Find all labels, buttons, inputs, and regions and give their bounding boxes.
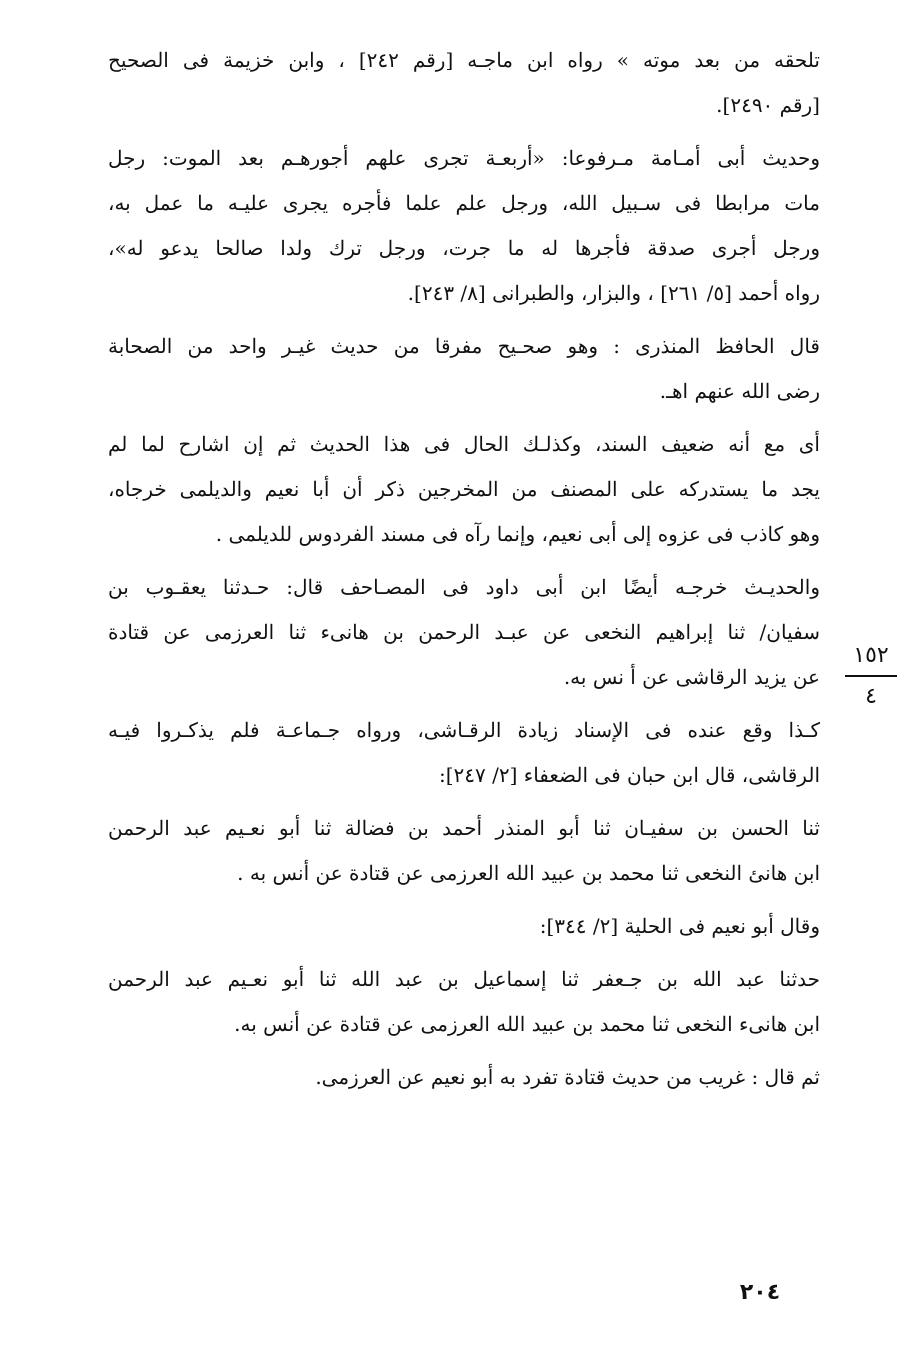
paragraph xyxy=(108,904,820,949)
text-line: رضى الله عنهم اهـ. xyxy=(659,379,820,403)
paragraph xyxy=(108,708,820,798)
paragraph xyxy=(108,806,820,896)
text-line: ابن هانىء النخعى ثنا محمد بن عبيد الله العرزمى عن قتادة عن أنس به. xyxy=(234,1012,820,1036)
paragraph xyxy=(108,957,820,1047)
text-line: ثم قال : غريب من حديث قتادة تفرد به أبو نعيم عن العرزمى. xyxy=(315,1065,820,1089)
text-line: [رقم ٢٤٩٠]. xyxy=(716,93,820,117)
paragraph xyxy=(108,422,820,557)
text-line: عن يزيد الرقاشى عن أ نس به. xyxy=(563,665,820,689)
margin-reference-rule xyxy=(845,675,897,677)
text-line: رواه أحمد [٥/ ٢٦١] ، والبزار، والطبرانى [٨/ ٢٤٣]. xyxy=(407,281,820,305)
page-body xyxy=(108,38,820,1108)
text-line: والحديـث خرجـه أيضًا ابن أبى داود فى المصـاحف قال: حـدثنا يعقـوب بن xyxy=(108,575,820,599)
page-number: ٢٠٤ xyxy=(739,1280,781,1305)
text-line: قال الحافظ المنذرى : وهو صحـيح مفرقا من حديث غيـر واحد من الصحابة xyxy=(108,334,820,358)
text-line: سفيان/ ثنا إبراهيم النخعى عن عبـد الرحمن بن هانىء ثنا العرزمى عن قتادة xyxy=(108,620,820,644)
text-line: تلحقه من بعد موته » رواه ابن ماجـه [رقم ٢٤٢] ، وابن خزيمة فى الصحيح xyxy=(108,48,820,72)
text-line: ثنا الحسن بن سفيـان ثنا أبو المنذر أحمد بن فضالة ثنا أبو نعـيم عبد الرحمن xyxy=(108,816,820,840)
paragraph xyxy=(108,565,820,700)
text-line: ابن هانئ النخعى ثنا محمد بن عبيد الله العرزمى عن قتادة عن أنس به . xyxy=(237,861,820,885)
text-line: ورجل أجرى صدقة فأجرها له ما جرت، ورجل ترك ولدا صالحا يدعو له»، xyxy=(108,236,820,260)
margin-reference-top: ١٥٢ xyxy=(853,643,889,668)
text-line: مات مرابطا فى سـبيل الله، ورجل علم علما فأجره يجرى عليـه ما عمل به، xyxy=(108,191,820,215)
text-line: كـذا وقع عنده فى الإسناد زيادة الرقـاشى، ورواه جـماعـة فلم يذكـروا فيـه xyxy=(108,718,820,742)
margin-reference-bottom: ٤ xyxy=(865,684,877,709)
paragraph xyxy=(108,324,820,414)
text-line: أى مع أنه ضعيف السند، وكذلـك الحال فى هذا الحديث ثم إن اشارح لما لم xyxy=(108,432,820,456)
text-line: وهو كاذب فى عزوه إلى أبى نعيم، وإنما رآه فى مسند الفردوس للديلمى . xyxy=(215,522,820,546)
text-line: وحديث أبى أمـامة مـرفوعا: «أربعـة تجرى علهم أجورهـم بعد الموت: رجل xyxy=(108,146,820,170)
text-line: وقال أبو نعيم فى الحلية [٢/ ٣٤٤]: xyxy=(539,914,820,938)
text-line: يجد ما يستدركه على المصنف من المخرجين ذكر أن أبا نعيم والديلمى خرجاه، xyxy=(108,477,820,501)
paragraph xyxy=(108,136,820,316)
text-line: الرقاشى، قال ابن حبان فى الضعفاء [٢/ ٢٤٧]: xyxy=(438,763,820,787)
paragraph xyxy=(108,1055,820,1100)
margin-reference xyxy=(844,642,898,711)
text-line: حدثنا عبد الله بن جـعفر ثنا إسماعيل بن عبد الله ثنا أبو نعـيم عبد الرحمن xyxy=(108,967,820,991)
paragraph xyxy=(108,38,820,128)
